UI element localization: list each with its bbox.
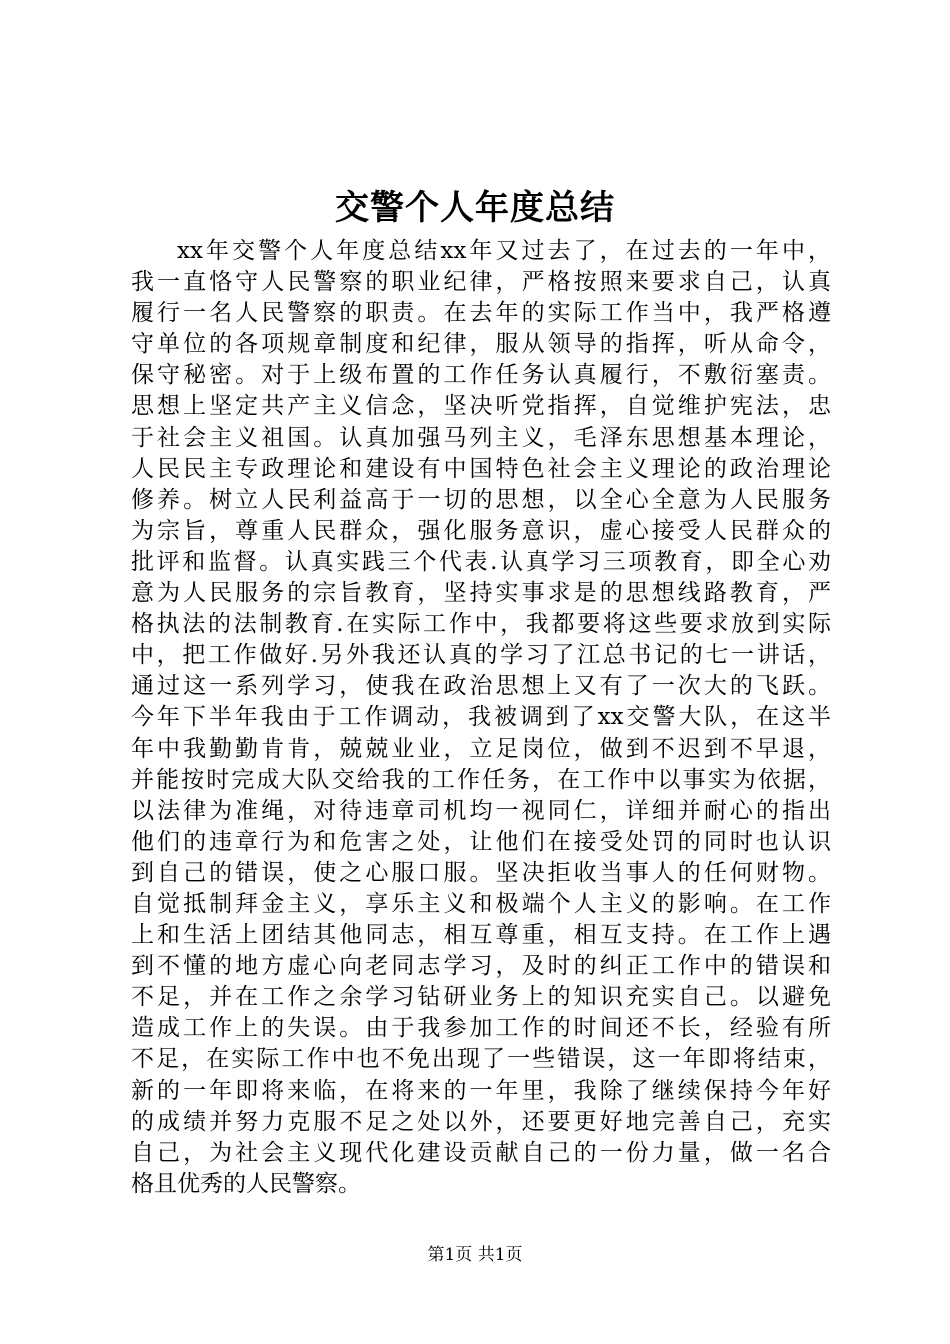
body-line: 履行一名人民警察的职责。在去年的实际工作当中，我严格遵	[131, 300, 831, 327]
body-line: 上和生活上团结其他同志，相互尊重，相互支持。在工作上遇	[131, 922, 831, 949]
body-line: 的成绩并努力克服不足之处以外，还要更好地完善自己，充实	[131, 1108, 831, 1135]
body-line: 守单位的各项规章制度和纪律，服从领导的指挥，听从命令，	[131, 331, 831, 358]
body-line: 意为人民服务的宗旨教育，坚持实事求是的思想线路教育，严	[131, 580, 831, 607]
body-line: 自己，为社会主义现代化建设贡献自己的一份力量，做一名合	[131, 1139, 831, 1166]
body-line: 到自己的错误，使之心服口服。坚决拒收当事人的任何财物。	[131, 859, 831, 886]
body-line: 中，把工作做好.另外我还认真的学习了江总书记的七一讲话，	[131, 642, 831, 669]
body-line: 到不懂的地方虚心向老同志学习，及时的纠正工作中的错误和	[131, 953, 831, 980]
body-line: 不足，在实际工作中也不免出现了一些错误，这一年即将结束，	[131, 1046, 831, 1073]
body-line: 修养。树立人民利益高于一切的思想，以全心全意为人民服务	[131, 486, 831, 513]
body-line: 今年下半年我由于工作调动，我被调到了xx交警大队，在这半	[131, 704, 831, 731]
body-line: 不足，并在工作之余学习钻研业务上的知识充实自己。以避免	[131, 984, 831, 1011]
body-line: 为宗旨，尊重人民群众，强化服务意识，虚心接受人民群众的	[131, 517, 831, 544]
body-line: 于社会主义祖国。认真加强马列主义，毛泽东思想基本理论，	[131, 424, 831, 451]
body-line: 批评和监督。认真实践三个代表.认真学习三项教育，即全心劝	[131, 548, 831, 575]
body-line: 通过这一系列学习，使我在政治思想上又有了一次大的飞跃。	[131, 673, 831, 700]
body-line: 格且优秀的人民警察。	[131, 1170, 361, 1197]
body-line: xx年交警个人年度总结xx年又过去了，在过去的一年中，	[177, 238, 831, 264]
body-line: 保守秘密。对于上级布置的工作任务认真履行，不敷衍塞责。	[131, 362, 831, 389]
body-line: 思想上坚定共产主义信念，坚决听党指挥，自觉维护宪法，忠	[131, 393, 831, 420]
body-line: 我一直恪守人民警察的职业纪律，严格按照来要求自己，认真	[131, 269, 831, 296]
body-line: 年中我勤勤肯肯，兢兢业业，立足岗位，做到不迟到不早退，	[131, 735, 831, 762]
body-line: 他们的违章行为和危害之处，让他们在接受处罚的同时也认识	[131, 828, 831, 855]
body-line: 以法律为准绳，对待违章司机均一视同仁，详细并耐心的指出	[131, 797, 831, 824]
body-line: 人民民主专政理论和建设有中国特色社会主义理论的政治理论	[131, 455, 831, 482]
document-title: 交警个人年度总结	[335, 188, 615, 228]
body-line: 新的一年即将来临，在将来的一年里，我除了继续保持今年好	[131, 1077, 831, 1104]
body-line: 造成工作上的失误。由于我参加工作的时间还不长，经验有所	[131, 1015, 831, 1042]
body-line: 并能按时完成大队交给我的工作任务，在工作中以事实为依据，	[131, 766, 831, 793]
body-line: 自觉抵制拜金主义，享乐主义和极端个人主义的影响。在工作	[131, 890, 831, 917]
page-number-footer: 第1页 共1页	[427, 1245, 523, 1265]
body-line: 格执法的法制教育.在实际工作中，我都要将这些要求放到实际	[131, 611, 831, 638]
document-body	[131, 236, 831, 1200]
